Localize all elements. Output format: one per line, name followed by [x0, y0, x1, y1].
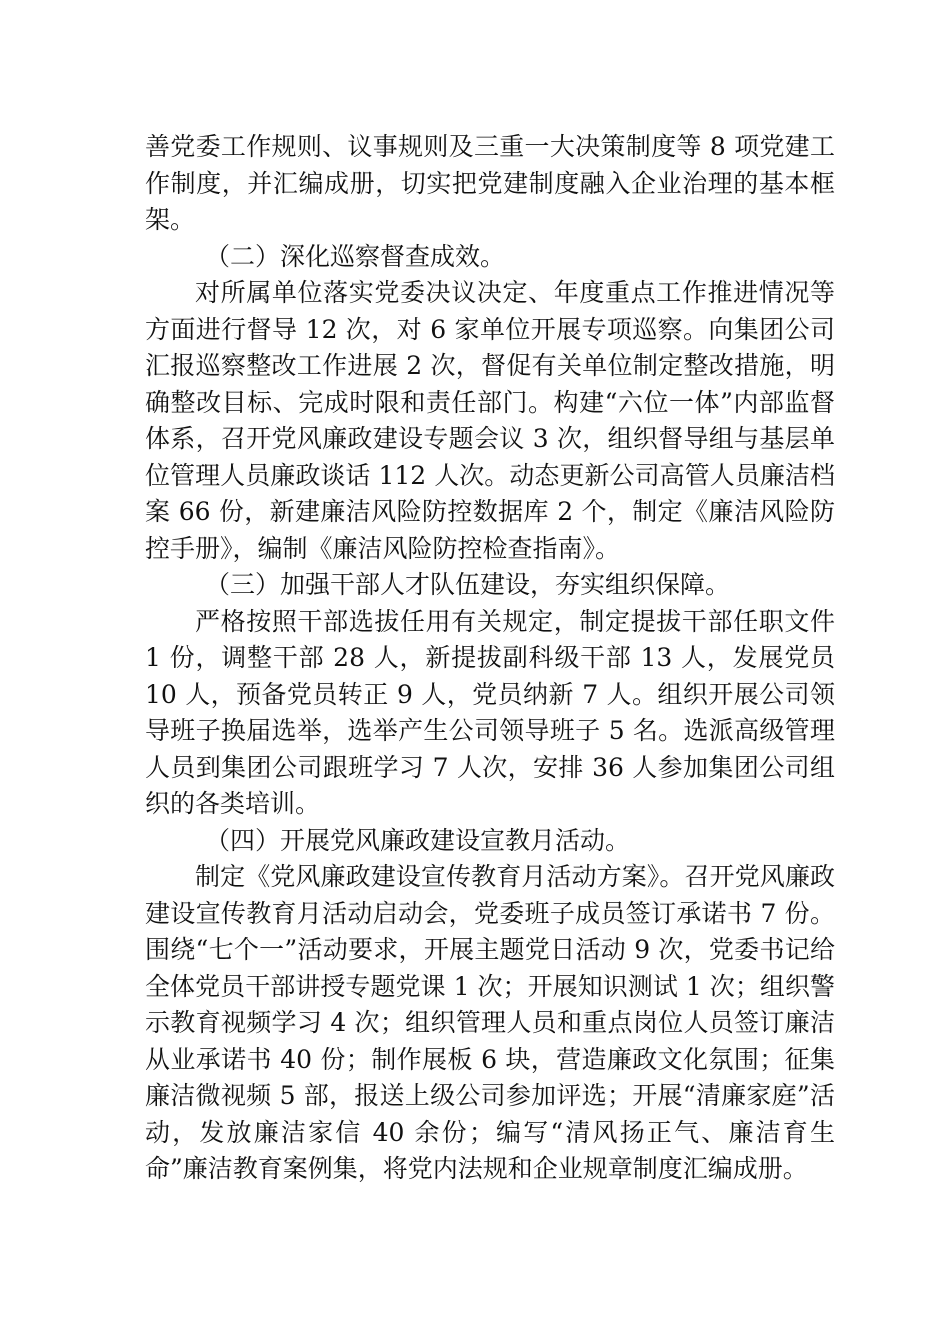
- paragraph-education-month: 制定《党风廉政建设宣传教育月活动方案》。召开党风廉政建设宣传教育月活动启动会，党委班子成员签订承诺书 7 份。围绕“七个一”活动要求，开展主题党日活动 9 次，党委书记给全体党员干部讲授专题党课 1 次；开展知识测试 1 次；组织警示教育视频学习 4 次；组织管理人员和重点岗位人员签订廉洁从业承诺书 40 份；制作展板 6 块，营造廉政文化氛围；征集廉洁微视频 5 部，报送上级公司参加评选；开展“清廉家庭”活动，发放廉洁家信 40 余份；编写“清风扬正气、廉洁育生命”廉洁教育案例集，将党内法规和企业规章制度汇编成册。: [145, 862, 835, 1183]
- paragraph-cadre-building: 严格按照干部选拔任用有关规定，制定提拔干部任职文件 1 份，调整干部 28 人，新提拔副科级干部 13 人，发展党员 10 人，预备党员转正 9 人，党员纳新 7 人。组织开展公司领导班子换届选举，选举产生公司领导班子 5 名。选派高级管理人员到集团公司跟班学习 7 人次，安排 36 人参加集团公司组织的各类培训。: [145, 606, 835, 818]
- section-heading-4: （四）开展党风廉政建设宣教月活动。: [205, 825, 631, 855]
- document-page: [145, 129, 835, 1188]
- section-heading-3: （三）加强干部人才队伍建设，夯实组织保障。: [205, 570, 731, 599]
- section-heading-2: （二）深化巡察督查成效。: [205, 241, 506, 271]
- paragraph-inspection: 对所属单位落实党委决议决定、年度重点工作推进情况等方面进行督导 12 次，对 6 家单位开展专项巡察。向集团公司汇报巡察整改工作进展 2 次，督促有关单位制定整改措施，明确整改目标、完成时限和责任部门。构建“六位一体”内部监督体系，召开党风廉政建设专题会议 3 次，组织督导组与基层单位管理人员廉政谈话 112 人次。动态更新公司高管人员廉洁档案 66 份，新建廉洁风险防控数据库 2 个，制定《廉洁风险防控手册》，编制《廉洁风险防控检查指南》。: [145, 278, 835, 563]
- paragraph-intro-continuation: 善党委工作规则、议事规则及三重一大决策制度等 8 项党建工作制度，并汇编成册，切实把党建制度融入企业治理的基本框架。: [145, 132, 835, 234]
